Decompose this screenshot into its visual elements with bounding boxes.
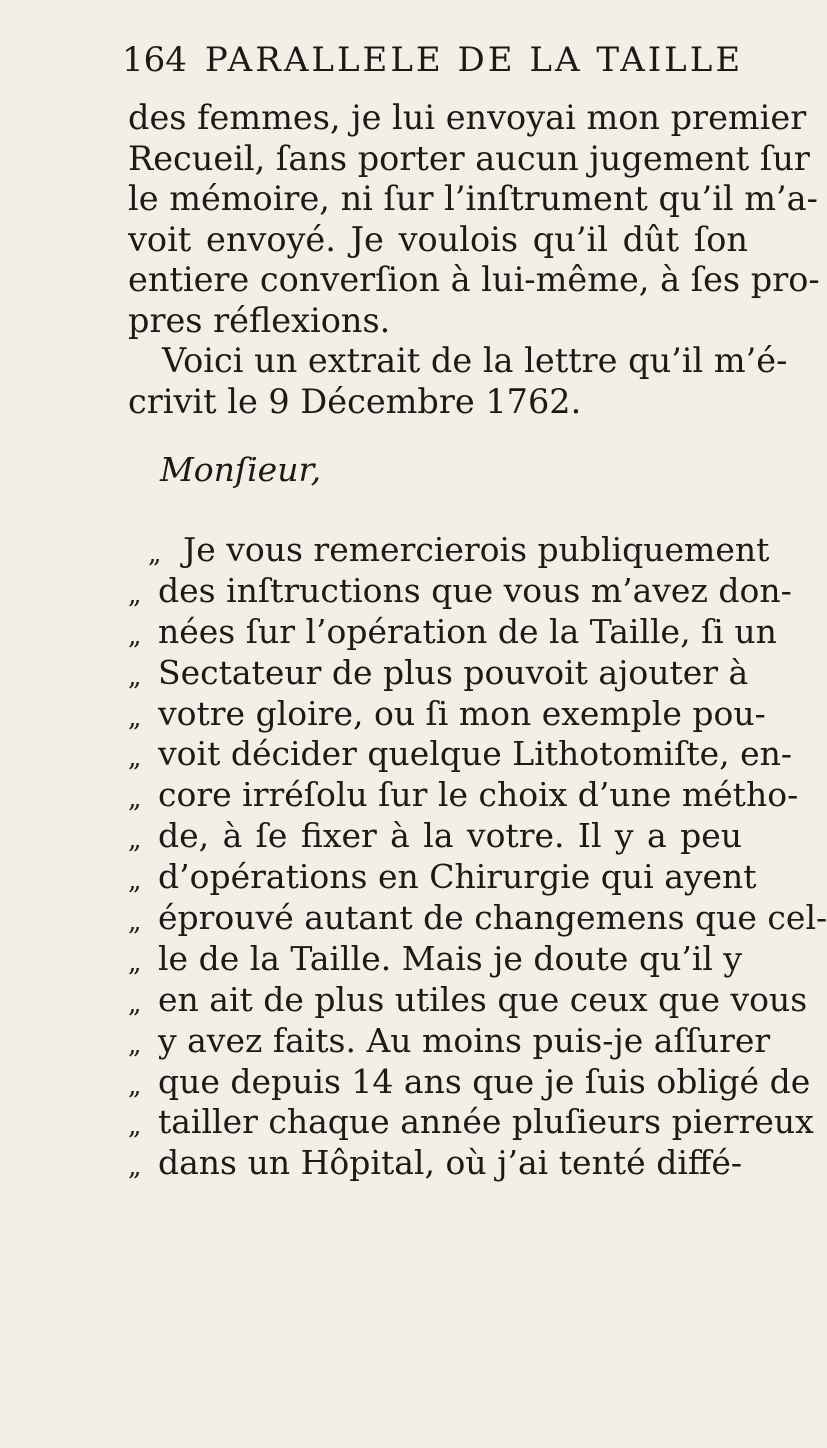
text-line: pres réflexions. — [128, 300, 391, 340]
letter-line — [128, 1061, 811, 1103]
text-line: crivit le 9 Décembre 1762. — [128, 381, 582, 421]
text-line: des femmes, je lui envoyai mon premier — [128, 98, 807, 137]
letter-text: le de la Taille. Mais je doute qu’il y — [158, 938, 743, 978]
letter-text: nées ſur l’opération de la Taille, ſi un — [158, 611, 777, 651]
letter-text: en ait de plus utiles que ceux que vous — [158, 979, 808, 1019]
letter-text: que depuis 14 ans que je ſuis obligé de — [158, 1061, 811, 1101]
quote-mark: „ — [128, 579, 142, 610]
page-number: 164 — [122, 40, 187, 80]
letter-text: tailler chaque année pluſieurs pierreux — [158, 1102, 814, 1142]
letter-line — [128, 979, 808, 1021]
quote-mark: „ — [128, 620, 142, 651]
quote-mark: „ — [128, 661, 142, 692]
letter-salutation: Monſieur, — [160, 450, 322, 489]
quote-mark: „ — [148, 539, 162, 569]
quote-mark: „ — [128, 1152, 142, 1183]
letter-text: voit décider quelque Lithotomiſte, en- — [158, 734, 793, 774]
letter-line — [128, 570, 792, 612]
body-text — [128, 98, 820, 422]
text-line: entiere converſion à lui-même, à ſes pro- — [128, 260, 820, 299]
running-head — [122, 40, 744, 90]
quote-mark: „ — [128, 1070, 142, 1101]
letter-text: Je vous remercierois publiquement — [183, 530, 770, 569]
letter-line — [128, 857, 757, 898]
quote-mark: „ — [128, 825, 142, 856]
running-title: PARALLELE DE LA TAILLE — [204, 40, 744, 80]
text-line: voit envoyé. Je voulois qu’il dût ſon — [128, 219, 748, 259]
letter-text: d’opérations en Chirurgie qui ayent — [158, 857, 757, 897]
letter-line — [128, 734, 793, 775]
letter-text: éprouvé autant de changemens que cel- — [158, 898, 827, 938]
letter-text: dans un Hôpital, où j’ai tenté diffé- — [158, 1143, 742, 1183]
quote-mark: „ — [128, 907, 142, 938]
letter-line — [128, 1102, 814, 1143]
letter-text: de, à ſe fixer à la votre. Il y a peu — [158, 816, 742, 856]
letter-text: y avez faits. Au moins puis-je aſſurer — [158, 1020, 771, 1060]
quote-mark: „ — [128, 784, 142, 815]
letter-line — [128, 611, 777, 653]
letter-line — [128, 652, 749, 694]
letter-text: core irréſolu ſur le choix d’une métho- — [158, 775, 799, 815]
letter-text: votre gloire, ou ſi mon exemple pou- — [158, 693, 766, 733]
quote-mark: „ — [128, 866, 142, 897]
text-line: Voici un extrait de la lettre qu’il m’é- — [162, 341, 788, 380]
letter-text: Sectateur de plus pouvoit ajouter à — [158, 652, 749, 692]
quote-mark: „ — [128, 743, 142, 774]
quote-mark: „ — [128, 947, 142, 978]
quote-mark: „ — [128, 1029, 142, 1060]
letter-text: des inſtructions que vous m’avez don- — [158, 570, 792, 610]
quote-mark: „ — [128, 1111, 142, 1142]
letter-line — [128, 693, 766, 735]
text-line: le mémoire, ni ſur l’inſtrument qu’il m’a- — [128, 179, 818, 218]
letter-line — [128, 816, 742, 857]
letter-line — [128, 1020, 771, 1062]
letter-line — [128, 898, 827, 939]
letter-extract — [128, 530, 827, 1184]
letter-line — [128, 1143, 742, 1184]
letter-line — [128, 939, 742, 980]
text-line: Recueil, ſans porter aucun jugement ſur — [128, 138, 810, 178]
quote-mark: „ — [128, 702, 142, 733]
letter-line — [128, 530, 770, 571]
quote-mark: „ — [128, 988, 142, 1019]
letter-line — [128, 775, 799, 816]
